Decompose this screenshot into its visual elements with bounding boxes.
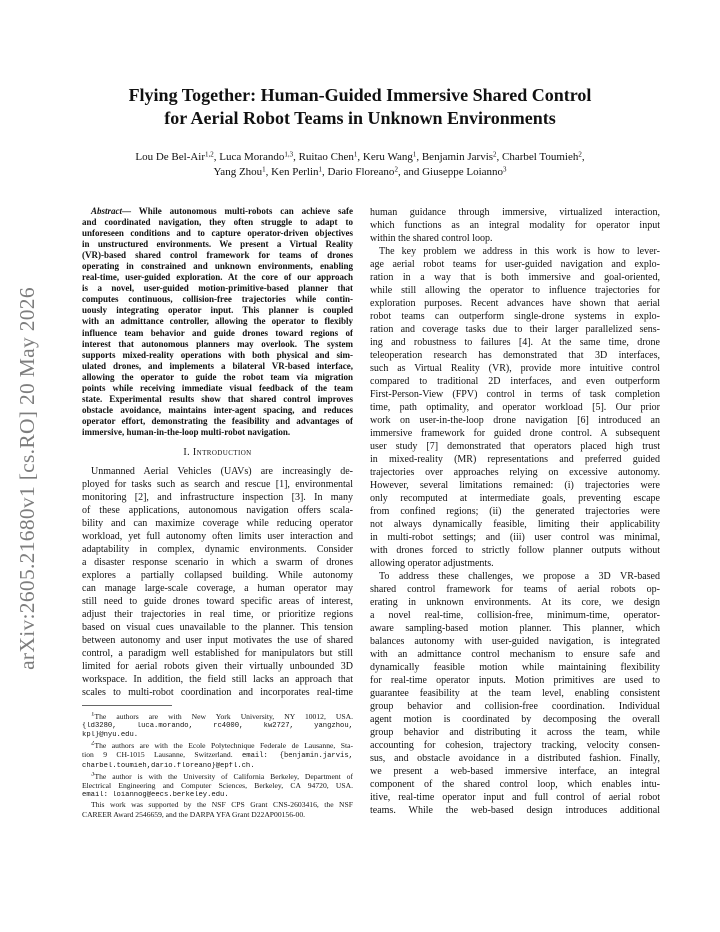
abstract bbox=[82, 206, 353, 438]
text-line: a novel real-time, collision-free, minimum-time, operator- bbox=[370, 610, 660, 621]
text-line: group behavior and distributing it across the team, while bbox=[370, 727, 660, 738]
text-line: monitoring [2], and infrastructure inspection [3]. In many bbox=[82, 491, 353, 503]
introduction-paragraph-3 bbox=[370, 245, 660, 570]
text-line: real-time, user-guided exploration. At the core of our approach bbox=[82, 272, 353, 283]
affiliation-mark: 2 bbox=[394, 165, 398, 174]
right-column bbox=[370, 206, 660, 817]
title-line-2: for Aerial Robot Teams in Unknown Environments bbox=[164, 108, 556, 128]
text-line: accounting for cohesion, trajectory tracking, velocity consen- bbox=[370, 740, 660, 751]
text-line: obstacle avoidance, maintains inter-agent spacing, and reduces bbox=[82, 404, 353, 415]
section-title: Introduction bbox=[192, 446, 252, 458]
text-line: immersive framework for guided drone control. A subsequent bbox=[370, 428, 660, 439]
text-line: teleoperation research has demonstrated that 3D interfaces, bbox=[370, 350, 660, 361]
footnote-mark: 2 bbox=[91, 740, 95, 747]
author-name: Ruitao Chen bbox=[298, 151, 354, 163]
text-line: guarantee feasibility at the team level, enabling consistent bbox=[370, 688, 660, 699]
text-line: group behavior and collision-free coordination. Individual bbox=[370, 701, 660, 712]
text-line: allowing the operator to guide the robot team via migration bbox=[82, 371, 353, 382]
affiliation-mark: 3 bbox=[503, 165, 507, 174]
text-line: with drones forced to strictly follow planner outputs without bbox=[370, 545, 660, 556]
text-line: limited for aerial robots given their virtually unbounded 3D bbox=[82, 660, 353, 672]
author-name: Lou De Bel-Air bbox=[135, 151, 206, 163]
text-line: can manage large-scale coverage, a human operator may bbox=[82, 582, 353, 594]
text-line: in multi-robot settings; and (iii) user control was minimal, bbox=[370, 532, 660, 543]
footnote-text: The author is with the University of California Berkeley, Department of bbox=[94, 771, 353, 781]
text-line: adaptability in complex, dynamic environments. Consider bbox=[82, 543, 353, 555]
introduction-paragraph-4 bbox=[370, 570, 660, 817]
introduction-paragraph-2 bbox=[370, 206, 660, 245]
footnote-3-line bbox=[82, 772, 353, 782]
text-line: dynamically feasible motion while maintaining flexibility bbox=[370, 662, 660, 673]
text-line: control, a paradigm well established for manipulators but still bbox=[82, 647, 353, 659]
text-line bbox=[82, 206, 353, 217]
text-line: age aerial robot teams for user-guided navigation and explo- bbox=[370, 259, 660, 270]
text-line: ration and coverage tasks due to their larger parallelized sens- bbox=[370, 324, 660, 335]
text-line: Unmanned Aerial Vehicles (UAVs) are increasingly de- bbox=[91, 465, 353, 477]
text-line: with an admittance controller, allowing the operator to flexibly bbox=[82, 316, 353, 327]
text-line: is a novel, user-guided motion-primitive-based planner that bbox=[82, 283, 353, 294]
text-line: compared to traditional 2D interfaces, and even outperform bbox=[370, 376, 660, 387]
text-line: uously integrating operator input. This planner is coupled bbox=[82, 305, 353, 316]
section-number: I. bbox=[183, 446, 191, 458]
text-line: ulated drones, and implements a bilateral VR-based interface, bbox=[82, 360, 353, 371]
footnote-2-email[interactable]: email: {benjamin.jarvis, bbox=[241, 752, 353, 761]
author-name: Benjamin Jarvis bbox=[421, 151, 494, 163]
text-line: supports mixed-reality operations with both physical and sim- bbox=[82, 349, 353, 360]
text-line: ing and robustness to failures [4]. At the same time, drone bbox=[370, 337, 660, 348]
text-line: while still allowing the operator to influence trajectories for bbox=[370, 285, 660, 296]
text-line: for real-time operator inputs. Motion primitives are used to bbox=[370, 675, 660, 686]
affiliation-mark: 1,3 bbox=[284, 150, 294, 159]
introduction-paragraph-1 bbox=[82, 465, 353, 699]
text-line: time, path optimality, and operator workload [5]. Our prior bbox=[370, 402, 660, 413]
author-list bbox=[60, 150, 660, 180]
text-line: adjust their trajectories in real time, or prioritize regions bbox=[82, 608, 353, 620]
paper-title bbox=[60, 84, 660, 130]
text-line: still need to guide drones toward specific areas of interest, bbox=[82, 595, 353, 607]
title-line-1: Flying Together: Human-Guided Immersive Shared Control bbox=[128, 85, 592, 105]
footnote-3-line: Electrical Engineering and Computer Sciences, Berkeley, CA 94720, USA. bbox=[82, 781, 353, 791]
text-line: within the shared control loop. bbox=[370, 233, 493, 244]
footnote-1-email[interactable]: kpl}@nyu.edu. bbox=[82, 731, 139, 740]
footnote-2-line bbox=[82, 741, 353, 751]
footnotes bbox=[82, 712, 353, 820]
text-line: computes continuous, collision-free trajectories while contin- bbox=[82, 294, 353, 305]
text-line: and coordinated navigation, they often struggle to adapt to bbox=[82, 217, 353, 228]
text-line: explores a partially collapsed building. While autonomy bbox=[82, 569, 353, 581]
footnote-funding-line: CAREER Award 2546659, and the DARPA YFA Grant D22AP00156-00. bbox=[82, 809, 306, 819]
affiliation-mark: 1 bbox=[353, 150, 358, 159]
text-line: trajectories over approaches relying on excessive autonomy. bbox=[370, 467, 660, 478]
left-column bbox=[82, 206, 353, 820]
author-line-1: Lou De Bel-Air$^{1,2}$, Luca Morando$^{1,3}$, Ruitao Chen$^1$, Keru Wang$^1$, Benjamin Jarvis$^2$, Charbel Toumieh$^2$, bbox=[135, 150, 585, 163]
text-line: ration in a way that is both immersive and goal-oriented, bbox=[370, 272, 660, 283]
text-line: To address these challenges, we propose a 3D VR-based bbox=[379, 571, 660, 582]
text-line: ployed for tasks such as search and rescue [1], environmental bbox=[82, 478, 353, 490]
text-line: bility and can maximize coverage while reducing operator bbox=[82, 517, 353, 529]
text-line: we present a web-based immersive interface, an integral bbox=[370, 766, 660, 777]
author-name: Ken Perlin bbox=[271, 166, 319, 178]
text-line: from confined regions; (ii) the generated trajectories were bbox=[370, 506, 660, 517]
text-line: exploration purposes. Recent advances have shown that aerial bbox=[370, 298, 660, 309]
text-line: allowing operator adjustments. bbox=[370, 558, 494, 569]
text-line: influence team behavior and guide drones toward regions of bbox=[82, 327, 353, 338]
text-line: which functions as an integral modality for operator input bbox=[370, 220, 660, 231]
abstract-text: — While autonomous multi-robots can achieve safe bbox=[122, 206, 353, 216]
footnote-text: The authors are with New York University, NY 10012, USA. bbox=[94, 711, 353, 721]
footnote-1-line bbox=[82, 712, 353, 722]
text-line: points while receiving immediate visual feedback of the team bbox=[82, 382, 353, 393]
text-line: However, several limitations remained: (i) trajectories were bbox=[370, 480, 660, 491]
affiliation-mark: 1 bbox=[262, 165, 266, 174]
footnote-mark: 1 bbox=[91, 711, 95, 718]
text-line: only recomputed at intermediate goals, preventing escape bbox=[370, 493, 660, 504]
text-line: with an admittance control mechanism to ensure safe and bbox=[370, 649, 660, 660]
footnote-funding-line: This work was supported by the NSF CPS Grant CNS-2603416, the NSF bbox=[91, 800, 353, 810]
author-name: Yang Zhou bbox=[213, 166, 263, 178]
text-line: state. Experimental results show that shared control improves bbox=[82, 393, 353, 404]
affiliation-mark: 2 bbox=[578, 150, 582, 159]
text-line: work on user-in-the-loop drone navigation [6] introduced an bbox=[370, 415, 660, 426]
text-line: interest that autonomous planners may overlook. The system bbox=[82, 338, 353, 349]
text-line: a disaster response scenario in which a swarm of drones bbox=[82, 556, 353, 568]
footnote-text: The authors are with the Ecole Polytechnique Federale de Lausanne, Sta- bbox=[94, 740, 353, 750]
text-line: of these applications, autonomous navigation offers scala- bbox=[82, 504, 353, 516]
footnote-2-email[interactable]: charbel.toumieh,dario.floreano}@epfl.ch. bbox=[82, 761, 255, 770]
author-name: Charbel Toumieh bbox=[502, 151, 579, 163]
text-line: teams. While the web-based design introduces additional bbox=[370, 805, 660, 816]
text-line: shared control framework for teams of aerial robots op- bbox=[370, 584, 660, 595]
text-line: human guidance through immersive, virtualized interaction, bbox=[370, 207, 660, 218]
text-line: based on visual cues unavailable to the planner. This tension bbox=[82, 621, 353, 633]
footnote-3-email[interactable]: email: loiannog@eecs.berkeley.edu. bbox=[82, 790, 229, 799]
author-name: Giuseppe Loianno bbox=[422, 166, 504, 178]
author-name: Dario Floreano bbox=[327, 166, 395, 178]
text-line: agent motion is coordinated by decomposing the overall bbox=[370, 714, 660, 725]
text-line: component of the shared control loop, which enables intu- bbox=[370, 779, 660, 790]
text-line: robot teams can outperform single-drone systems in explo- bbox=[370, 311, 660, 322]
text-line: workload, yet full autonomy often limits user interaction and bbox=[82, 530, 353, 542]
text-line: user study [7] demonstrated that operators placed high trust bbox=[370, 441, 660, 452]
text-line: unforeseen conditions and to capture operator-driven objectives bbox=[82, 228, 353, 239]
text-line: operator effort, demonstrating the feasibility and advantages of bbox=[82, 415, 353, 426]
text-line: balances autonomy with user-guided navigation, is integrated bbox=[370, 636, 660, 647]
footnote-2-line bbox=[82, 750, 353, 762]
arxiv-identifier-stamp[interactable] bbox=[4, 258, 50, 698]
text-line: sus, and obstacle avoidance in a distributed fashion. Finally, bbox=[370, 753, 660, 764]
affiliation-mark: 2 bbox=[493, 150, 497, 159]
footnote-text: tion 9 CH-1015 Lausanne, Switzerland. bbox=[82, 750, 242, 760]
footnote-1-email[interactable]: {ld3280, luca.morando, rc4000, kw2727, yangzhou, bbox=[82, 721, 353, 730]
text-line: itive, real-time operator input and full control of aerial robot bbox=[370, 792, 660, 803]
text-line: aware sampling-based motion planner. This planner, which bbox=[370, 623, 660, 634]
section-heading-introduction bbox=[82, 446, 353, 459]
text-line: erating in unknown environments. At its core, we design bbox=[370, 597, 660, 608]
text-line: between autonomy and user input motivates the use of shared bbox=[82, 634, 353, 646]
text-line: The key problem we address in this work is how to lever- bbox=[379, 246, 660, 257]
text-line: such as Virtual Reality (VR), provide more intuitive control bbox=[370, 363, 660, 374]
text-line: in unstructured environments. We present a Virtual Reality bbox=[82, 239, 353, 250]
text-line: operating in constrained and unknown environments, enabling bbox=[82, 261, 353, 272]
affiliation-mark: 1 bbox=[412, 150, 417, 159]
abstract-label: Abstract bbox=[91, 206, 123, 216]
text-line: not always dynamically feasible, limiting their applicability bbox=[370, 519, 660, 530]
footnote-separator bbox=[82, 705, 172, 706]
author-line-2: Yang Zhou$^1$, Ken Perlin$^1$, Dario Floreano$^2$, and Giuseppe Loianno$^3$ bbox=[213, 165, 507, 178]
text-line: First-Person-View (FPV) control in terms of task completion bbox=[370, 389, 660, 400]
text-line: (VR)-based shared control framework for teams of drones bbox=[82, 250, 353, 261]
text-line: workspace. In addition, the field still lacks an approach that bbox=[82, 673, 353, 685]
text-line: immersive, human-in-the-loop multi-robot navigation. bbox=[82, 426, 291, 437]
text-line: scales to multi-robot coordination and incorporates real-time bbox=[82, 686, 353, 698]
author-name: Luca Morando bbox=[219, 151, 285, 163]
text-line: in mixed-reality (MR) representations and preferred guided bbox=[370, 454, 660, 465]
affiliation-mark: 1,2 bbox=[205, 150, 214, 159]
affiliation-mark: 1 bbox=[318, 165, 323, 174]
author-name: Keru Wang bbox=[362, 151, 413, 163]
arxiv-identifier-text: arXiv:2605.21680v1 [cs.RO] 20 May 2026 bbox=[14, 286, 39, 670]
footnote-mark: 3 bbox=[91, 771, 95, 778]
